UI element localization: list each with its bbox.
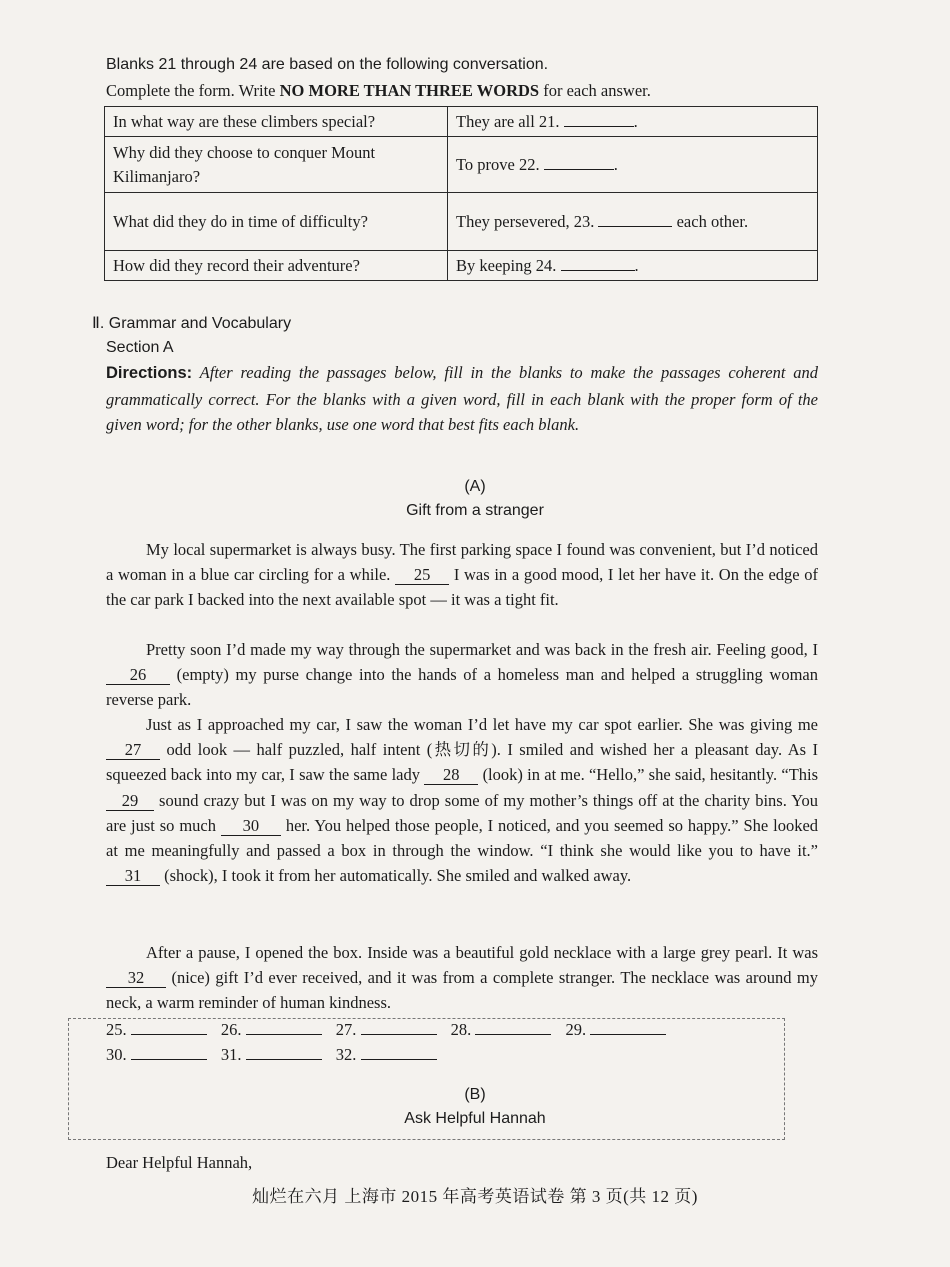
blank-26[interactable]: 26 xyxy=(106,666,170,685)
instruction-suffix: for each answer. xyxy=(539,81,651,100)
blank-28[interactable]: 28 xyxy=(424,766,478,785)
answer-number: 25. xyxy=(106,1020,127,1039)
answer-line-29[interactable] xyxy=(590,1018,666,1035)
form-row xyxy=(105,193,818,251)
answer-blank-23[interactable] xyxy=(598,226,672,227)
answer-line-27[interactable] xyxy=(361,1018,437,1035)
p4-text-b: (nice) gift I’d ever received, and it was from a complete stranger. The necklace was around my neck, a warm reminder of human kindness. xyxy=(106,968,819,1013)
form-answer xyxy=(448,193,818,251)
answer-item xyxy=(106,1043,207,1067)
answer-number: 26. xyxy=(220,1020,242,1039)
directions xyxy=(106,360,818,438)
form-row xyxy=(105,251,818,281)
answer-line-28[interactable] xyxy=(475,1018,551,1035)
answer-prefix: To prove 22. xyxy=(456,154,540,174)
p1-text-b: I was in a good mood, I let her have it. On the edge of the car park I backed into the next available spot — it was a tight fit. xyxy=(106,565,819,610)
answer-row-2 xyxy=(106,1043,447,1067)
form-row xyxy=(105,107,818,137)
section-subheading: Section A xyxy=(106,339,174,356)
completion-form xyxy=(104,106,818,281)
instruction-prefix: Complete the form. Write xyxy=(106,81,280,100)
form-question: In what way are these climbers special? xyxy=(105,107,448,137)
answer-item xyxy=(336,1018,437,1042)
paragraph-4 xyxy=(106,940,818,1016)
answer-line-31[interactable] xyxy=(246,1043,322,1060)
answer-suffix: . xyxy=(634,255,639,275)
answer-number: 29. xyxy=(565,1020,587,1039)
blank-29[interactable]: 29 xyxy=(106,792,154,811)
blank-31[interactable]: 31 xyxy=(106,867,160,886)
answer-number: 31. xyxy=(220,1045,242,1064)
p3-text-d: sound crazy but I was on my way to drop some of my mother’s things off at the charity bins. You are just so much xyxy=(106,790,819,835)
paragraph-2 xyxy=(106,637,818,713)
answer-number: 30. xyxy=(106,1045,127,1064)
answer-number: 28. xyxy=(450,1020,472,1039)
form-answer xyxy=(448,107,818,137)
answer-prefix: They persevered, 23. xyxy=(456,211,595,231)
p3-text-e: her. You helped those people, I noticed, and you seemed so happy.” She looked at me meaningfully and passed a box in through the window. “I think she would like you to have it.” xyxy=(106,815,819,861)
letter-greeting: Dear Helpful Hannah, xyxy=(106,1153,253,1172)
answer-blank-22[interactable] xyxy=(544,169,614,170)
paragraph-1 xyxy=(106,537,818,613)
answer-line-30[interactable] xyxy=(131,1043,207,1060)
answer-line-26[interactable] xyxy=(246,1018,322,1035)
form-question: How did they record their adventure? xyxy=(105,251,448,281)
paragraph-3 xyxy=(106,712,818,888)
blank-25[interactable]: 25 xyxy=(395,566,449,585)
p3-text-b: odd look — half puzzled, half intent (热切的). I smiled and wished her a pleasant day. As I squeezed back into my car, I saw the same lady xyxy=(106,740,819,785)
form-answer xyxy=(448,137,818,193)
passage-b-title: Ask Helpful Hannah xyxy=(404,1110,546,1127)
answer-suffix: . xyxy=(613,154,618,174)
answer-item xyxy=(451,1018,552,1042)
p3-text-a: Just as I approached my car, I saw the woman I’d let have my car spot earlier. She was giving me xyxy=(146,715,818,734)
answer-row-1 xyxy=(106,1018,676,1042)
p1-text-a: My local supermarket is always busy. The first parking space I found was convenient, but I’d noticed a woman in a blue car circling for a while. xyxy=(106,540,818,585)
blank-32[interactable]: 32 xyxy=(106,969,166,988)
directions-label: Directions: xyxy=(106,364,193,382)
answer-item xyxy=(566,1018,667,1042)
p3-text-c: (look) in at me. “Hello,” she said, hesitantly. “This xyxy=(482,765,819,785)
section-heading: Ⅱ. Grammar and Vocabulary xyxy=(92,315,292,332)
passage-b-label: (B) xyxy=(464,1086,486,1103)
blanks-intro: Blanks 21 through 24 are based on the following conversation. xyxy=(106,56,549,73)
answer-item xyxy=(221,1043,322,1067)
answer-blank-24[interactable] xyxy=(561,270,635,271)
answer-suffix: each other. xyxy=(676,211,749,231)
page-footer: 灿烂在六月 上海市 2015 年高考英语试卷 第 3 页(共 12 页) xyxy=(252,1187,698,1206)
blank-27[interactable]: 27 xyxy=(106,741,160,760)
answer-line-25[interactable] xyxy=(131,1018,207,1035)
answer-number: 32. xyxy=(335,1045,357,1064)
directions-text: After reading the passages below, fill in the blanks to make the passages coherent and grammatically correct. For the blanks with a given word, fill in each blank with the proper form of the given word; for the other blanks, use one word that best fits each blank. xyxy=(106,363,818,434)
form-answer xyxy=(448,251,818,281)
form-question: What did they do in time of difficulty? xyxy=(105,193,448,251)
answer-item xyxy=(221,1018,322,1042)
answer-blank-21[interactable] xyxy=(564,126,634,127)
answer-prefix: By keeping 24. xyxy=(456,255,557,275)
answer-suffix: . xyxy=(633,111,638,131)
p2-text-b: (empty) my purse change into the hands of a homeless man and helped a struggling woman reverse park. xyxy=(106,665,818,710)
blank-30[interactable]: 30 xyxy=(221,817,281,836)
form-instruction xyxy=(106,78,651,103)
p2-text-a: Pretty soon I’d made my way through the supermarket and was back in the fresh air. Feeling good, I xyxy=(146,640,818,659)
passage-a-title: Gift from a stranger xyxy=(406,502,544,519)
form-row xyxy=(105,137,818,193)
answer-prefix: They are all 21. xyxy=(456,111,560,131)
answer-number: 27. xyxy=(335,1020,357,1039)
answer-item xyxy=(106,1018,207,1042)
p3-text-f: (shock), I took it from her automatically. She smiled and walked away. xyxy=(164,866,632,886)
answer-line-32[interactable] xyxy=(361,1043,437,1060)
instruction-bold: NO MORE THAN THREE WORDS xyxy=(279,81,540,100)
p4-text-a: After a pause, I opened the box. Inside was a beautiful gold necklace with a large grey pearl. It was xyxy=(146,943,818,962)
answer-item xyxy=(336,1043,437,1067)
form-question: Why did they choose to conquer Mount Kilimanjaro? xyxy=(105,137,448,193)
passage-a-label: (A) xyxy=(464,478,486,495)
